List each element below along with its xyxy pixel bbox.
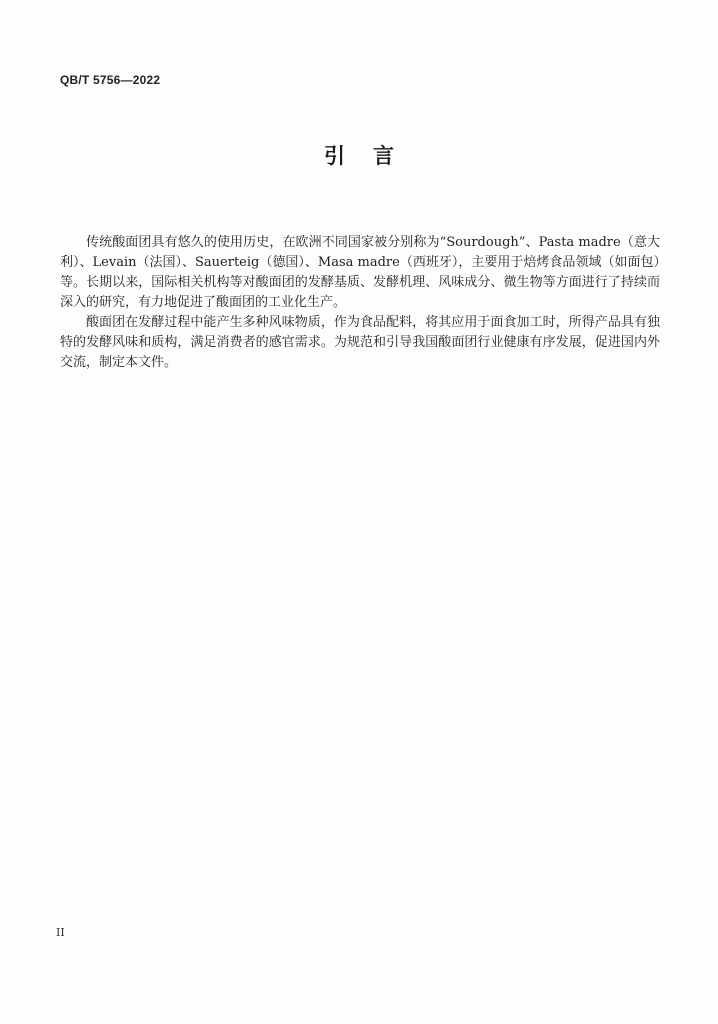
page-number: II: [56, 926, 65, 939]
page-title: 引言: [324, 144, 422, 168]
standard-number: QB/T 5756—2022: [60, 73, 161, 87]
paragraph-1: 传统酸面团具有悠久的使用历史，在欧洲不同国家被分别称为“Sourdough”、Pasta madre（意大利）、Levain（法国）、Sauerteig（德国）、Masa madre（西班牙），主要用于焙烤食品领域（如面包）等。长期以来，国际相关机构等对酸面团的发酵基质、发酵机理、风味成分、微生物等方面进行了持续而深入的研究，有力地促进了酸面团的工业化生产。: [60, 235, 660, 310]
body-text: [60, 233, 660, 373]
paragraph-2: 酸面团在发酵过程中能产生多种风味物质，作为食品配料，将其应用于面食加工时，所得产品具有独特的发酵风味和质构，满足消费者的感官需求。为规范和引导我国酸面团行业健康有序发展，促进国内外交流，制定本文件。: [60, 315, 660, 370]
